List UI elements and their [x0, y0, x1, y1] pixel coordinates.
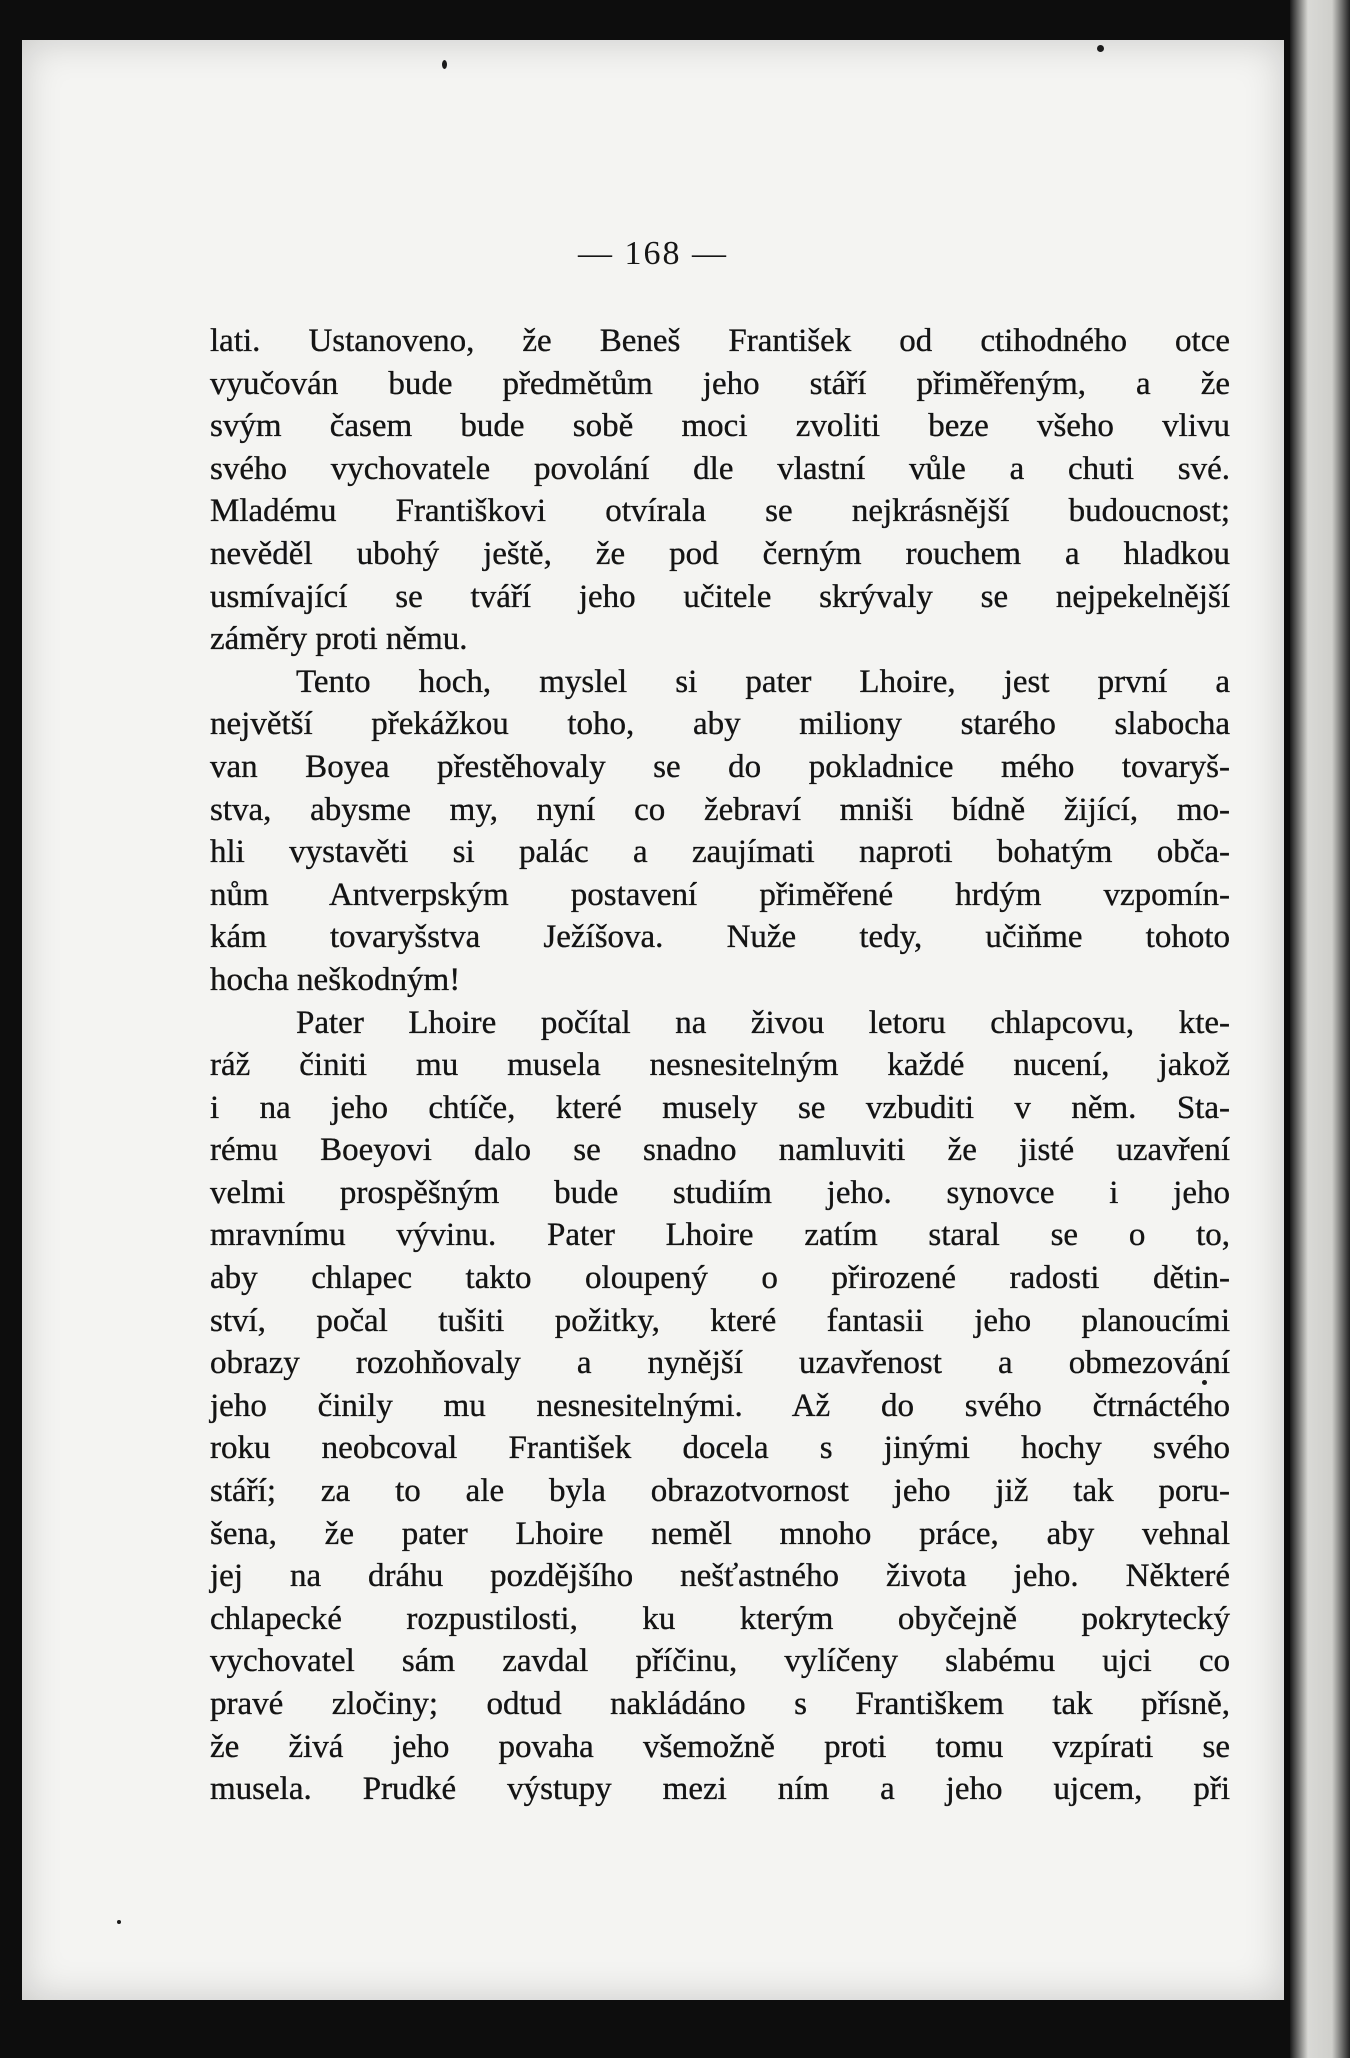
scan-speck	[117, 1920, 121, 1924]
text-line: jej na dráhu pozdějšího nešťastného života jeho. Některé	[210, 1558, 1230, 1595]
text-line: že živá jeho povaha všemožně proti tomu vzpírati se	[210, 1728, 1230, 1765]
text-line: musela. Prudké výstupy mezi ním a jeho ujcem, při	[210, 1771, 1230, 1808]
text-line: rému Boeyovi dalo se snadno namluviti že jisté uzavření	[210, 1132, 1230, 1169]
scan-speck	[442, 60, 447, 69]
text-line: záměry proti němu.	[210, 621, 468, 658]
text-line: šena, že pater Lhoire neměl mnoho práce, aby vehnal	[210, 1515, 1230, 1552]
page-number: — 168 —	[578, 235, 728, 272]
text-line: ráž činiti mu musela nesnesitelným každé nucení, jakož	[210, 1047, 1230, 1084]
text-line: Pater Lhoire počítal na živou letoru chlapcovu, kte-	[296, 1004, 1230, 1041]
text-line: vychovatel sám zavdal příčinu, vylíčeny slabému ujci co	[210, 1643, 1230, 1680]
text-line: kám tovaryšstva Ježíšova. Nuže tedy, učiňme tohoto	[210, 919, 1230, 956]
text-line: Mladému Františkovi otvírala se nejkrásnější budoucnost;	[210, 493, 1230, 530]
text-line: chlapecké rozpustilosti, ku kterým obyčejně pokrytecký	[210, 1600, 1230, 1637]
scan-speck	[1097, 45, 1104, 52]
text-line: usmívající se tváří jeho učitele skrývaly se nejpekelnější	[210, 578, 1230, 615]
text-line: nům Antverpským postavení přiměřené hrdým vzpomín-	[210, 876, 1230, 913]
book-page	[22, 40, 1284, 2000]
adjacent-page-edge	[1290, 0, 1350, 2058]
text-line: stva, abysme my, nyní co žebraví mniši bídně žijící, mo-	[210, 791, 1230, 828]
text-line: velmi prospěšným bude studiím jeho. synovce i jeho	[210, 1174, 1230, 1211]
text-line: obrazy rozohňovaly a nynější uzavřenost a obmezování	[210, 1345, 1230, 1382]
text-line: van Boyea přestěhovaly se do pokladnice mého tovaryš-	[210, 748, 1230, 785]
text-line: i na jeho chtíče, které musely se vzbuditi v něm. Sta-	[210, 1089, 1230, 1126]
body-text	[210, 320, 1230, 1811]
text-line: hocha neškodným!	[210, 961, 461, 998]
text-line: největší překážkou toho, aby miliony starého slabocha	[210, 706, 1230, 743]
text-line: ství, počal tušiti požitky, které fantasii jeho planoucími	[210, 1302, 1230, 1339]
text-line: pravé zločiny; odtud nakládáno s Františkem tak přísně,	[210, 1686, 1230, 1722]
text-line: aby chlapec takto oloupený o přirozené radosti dětin-	[210, 1260, 1230, 1297]
text-line: lati. Ustanoveno, že Beneš František od ctihodného otce	[210, 323, 1230, 359]
text-line: hli vystavěti si palác a zaujímati naproti bohatým obča-	[210, 834, 1230, 871]
text-line: vyučován bude předmětům jeho stáří přiměřeným, a že	[210, 365, 1230, 402]
text-line: roku neobcoval František docela s jinými hochy svého	[210, 1430, 1230, 1467]
text-line: svého vychovatele povolání dle vlastní vůle a chuti své.	[210, 450, 1230, 487]
text-line: jeho činily mu nesnesitelnými. Až do svého čtrnáctého	[210, 1387, 1230, 1424]
text-line: nevěděl ubohý ještě, že pod černým rouchem a hladkou	[210, 535, 1230, 572]
text-line: stáří; za to ale byla obrazotvornost jeho již tak poru-	[210, 1473, 1230, 1510]
text-line: svým časem bude sobě moci zvoliti beze všeho vlivu	[210, 408, 1230, 445]
text-line: mravnímu vývinu. Pater Lhoire zatím staral se o to,	[210, 1217, 1230, 1254]
text-line: Tento hoch, myslel si pater Lhoire, jest první a	[296, 663, 1230, 700]
